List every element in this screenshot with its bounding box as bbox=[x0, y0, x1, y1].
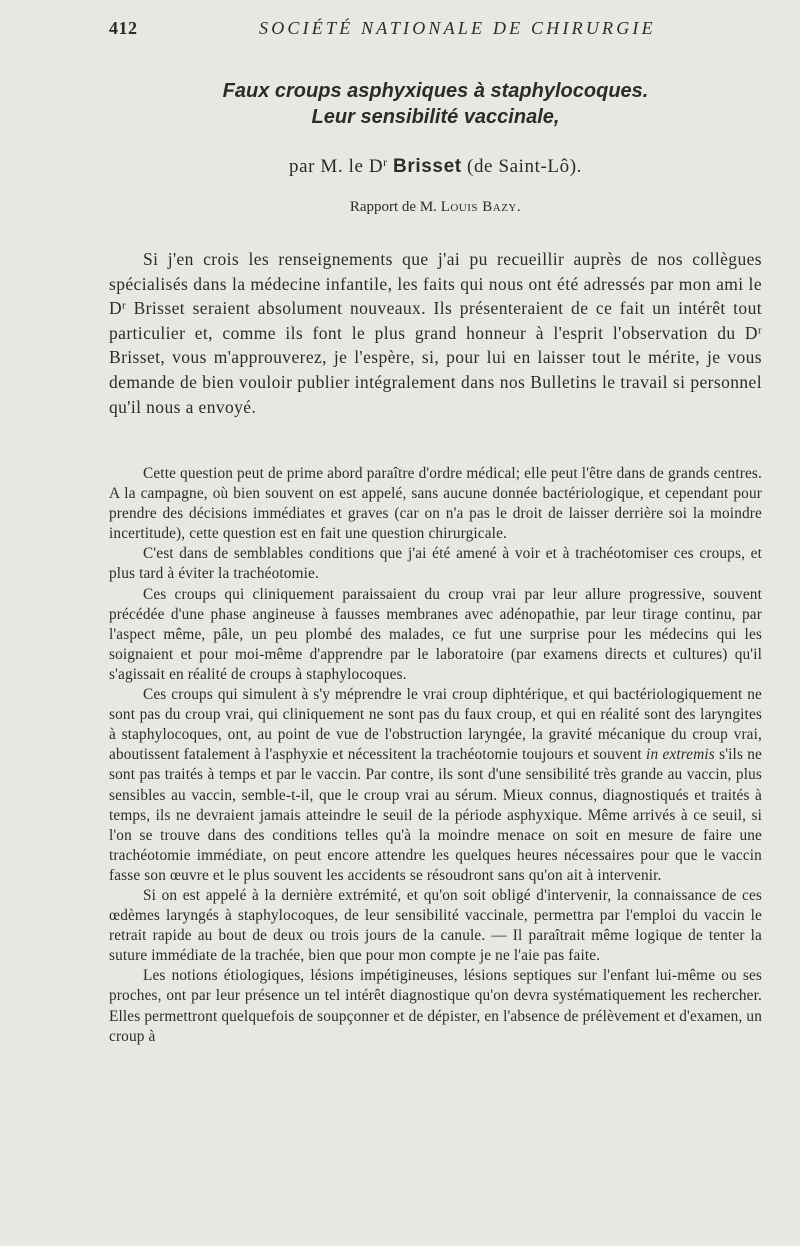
title-line-2: Leur sensibilité vaccinale, bbox=[311, 106, 560, 128]
body-paragraph-6: Les notions étiologiques, lésions impétigineuses, lésions septiques sur l'enfant lui-même ou ses proches, ont par leur présence un tel intérêt diagnostique qu'on devra systématiquement les rechercher. Elles permettront quelquefois de soupçonner et de dépister, en l'absence de prélèvement et d'examen, un croup à bbox=[109, 967, 762, 1045]
author-degree: r bbox=[383, 156, 388, 170]
report-introduction bbox=[109, 247, 762, 419]
author-name: Brisset bbox=[393, 156, 462, 177]
intro-sup-2: r bbox=[757, 324, 762, 337]
page-number: 412 bbox=[109, 18, 138, 38]
running-head bbox=[109, 18, 769, 42]
body-p4-text-b: s'ils ne sont pas traités à temps et par le vaccin. Par contre, ils sont d'une sensibilité très grande au vaccin, plus sensibles au vaccin, semble-t-il, que le croup vrai au sérum. Mieux connus, diagnostiqués et traités à temps, ils ne devraient jamais atteindre le seuil de la période asphyxique. Même arrivés à ce seuil, si l'on se trouve dans des conditions telles qu'à la moindre menace on soit en mesure de faire une trachéotomie immédiate, on peut encore attendre les quelques heures nécessaires pour que le vaccin fasse son œuvre et le plus souvent les accidents se résoudront sans qu'on ait à intervenir. bbox=[109, 746, 762, 884]
author-place: (de Saint-Lô). bbox=[467, 156, 583, 177]
body-paragraph-4 bbox=[109, 685, 762, 886]
intro-sup-1: r bbox=[122, 299, 127, 312]
title-line-1: Faux croups asphyxiques à staphylocoques. bbox=[222, 80, 649, 102]
reporter-line bbox=[109, 199, 762, 216]
author-prefix: par M. le D bbox=[288, 156, 384, 177]
article-title bbox=[109, 78, 762, 130]
body-paragraph-5: Si on est appelé à la dernière extrémité, et qu'on soit obligé d'intervenir, la connaissance de ces œdèmes laryngés à staphylocoques, de leur sensibilité vaccinale, permettra par l'emploi du vaccin le retrait rapide au bout de deux ou trois jours de la canule. — Il paraîtrait même logique de tenter la suture immédiate de la trachée, bien que pour mon compte je ne l'aie pas faite. bbox=[109, 886, 762, 965]
body-p4-italic: in extremis bbox=[646, 746, 715, 764]
intro-text-b: Brisset seraient absolument nouveaux. Ils présenteraient de ce fait un intérêt tout particulier et, comme ils font le plus grand honneur à l'esprit l'observation du D bbox=[109, 298, 762, 343]
intro-text-a: Si j'en crois les renseignements que j'ai pu recueillir auprès de nos collègues spécialisés dans la médecine infantile, les faits qui nous ont été adressés par mon ami le D bbox=[109, 249, 762, 319]
author-line bbox=[109, 156, 762, 178]
body-paragraph-3: Ces croups qui cliniquement paraissaient du croup vrai par leur allure progressive, souvent précédée d'une phase angineuse à fausses membranes avec adénopathie, par leur tirage continu, par l'aspect même, pâle, un peu plombé des malades, ce fut une surprise pour les médecins qui les soignaient et pour moi-même d'apprendre par le laboratoire (par examens directs et cultures) qu'il s'agissait en réalité de croups à staphylocoques. bbox=[109, 585, 762, 683]
intro-text-c: Brisset, vous m'approuverez, je l'espère, si, pour lui en laisser tout le mérite, je vous demande de bien vouloir publier intégralement dans nos Bulletins le travail si personnel qu'il nous a envoyé. bbox=[109, 347, 762, 417]
body-p4-text-a: Ces croups qui simulent à s'y méprendre le vrai croup diphtérique, et qui bactériologiquement ne sont pas du croup vrai, qui cliniquement ne sont pas du faux croup, et qui en réalité sont des laryngites à staphylocoques, ont, au point de vue de l'obstruction laryngée, la gravité mécanique du croup vrai, aboutissent fatalement à l'asphyxie et nécessitent la trachéotomie toujours et souvent bbox=[109, 686, 762, 764]
body-paragraph-2: C'est dans de semblables conditions que j'ai été amené à voir et à trachéotomiser ces croups, et plus tard à éviter la trachéotomie. bbox=[109, 545, 762, 583]
body-paragraph-1: Cette question peut de prime abord paraître d'ordre médical; elle peut l'être dans de grands centres. A la campagne, où bien souvent on est appelé, sans aucune donnée bactériologique, et cependant pour prendre des décisions immédiates et graves (car on n'a pas le droit de laisser derrière soi la moindre incertitude), cette question est en fait une question chirurgicale. bbox=[109, 465, 762, 543]
reporter-name: Louis Bazy. bbox=[440, 199, 522, 215]
reporter-prefix: Rapport de M. bbox=[349, 199, 437, 215]
article-body bbox=[109, 464, 762, 1047]
journal-name: SOCIÉTÉ NATIONALE DE CHIRURGIE bbox=[259, 18, 656, 38]
intro-paragraph bbox=[109, 247, 762, 419]
